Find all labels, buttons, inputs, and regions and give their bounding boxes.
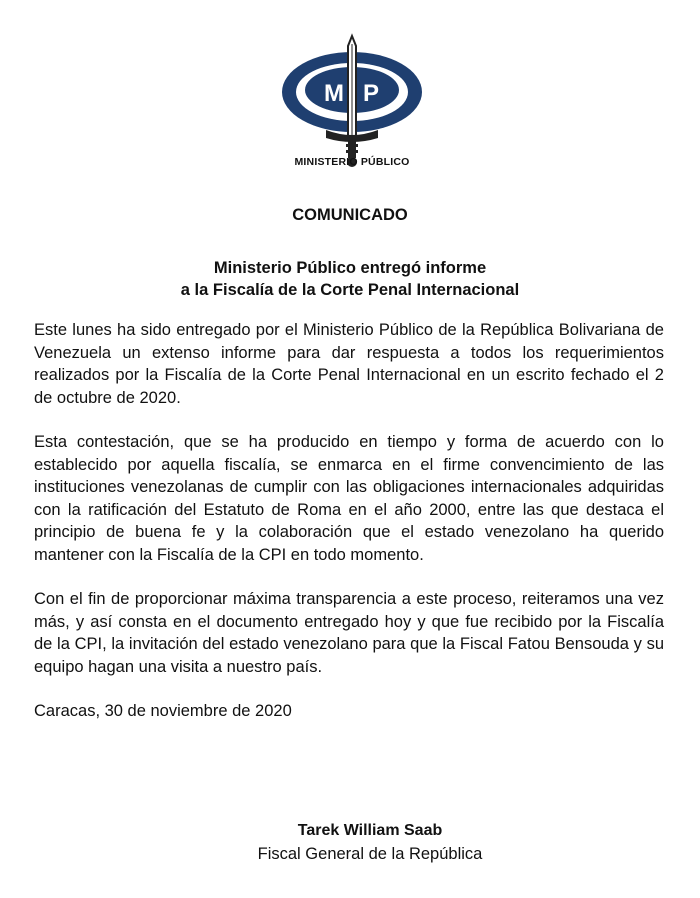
body-paragraph: Con el fin de proporcionar máxima transparencia a este proceso, reiteramos una vez más, y así consta en el documento entregado hoy y que fue recibido por la Fiscalía de la CPI, la invitación del estado venezolano para que la Fiscal Fatou Bensouda y su equipo hagan una visita a nuestro país. — [34, 590, 664, 676]
ministerio-publico-logo — [270, 32, 434, 174]
subtitle-line-1: Ministerio Público entregó informe — [213, 259, 487, 277]
signature-block — [190, 820, 550, 866]
emblem-letter-p: P — [362, 80, 380, 107]
signatory-name: Tarek William Saab — [297, 822, 443, 839]
body-paragraph: Este lunes ha sido entregado por el Ministerio Público de la República Bolivariana de Venezuela un extenso informe para dar respuesta a todos los requerimientos realizados por la Fiscalía de la Corte Penal Internacional en un escrito fechado el 2 de octubre de 2020. — [34, 321, 664, 407]
subtitle-line-2: a la Fiscalía de la Corte Penal Internacional — [180, 281, 520, 299]
document-subtitle — [0, 257, 700, 301]
emblem-icon — [270, 32, 434, 174]
logo-caption: MINISTERIO PÚBLICO — [294, 156, 410, 168]
body-paragraph: Esta contestación, que se ha producido en tiempo y forma de acuerdo con lo establecido por aquella fiscalía, se enmarca en el firme convencimiento de las instituciones venezolanas de cumplir con las obligaciones internacionales adquiridas con la ratificación del Estatuto de Roma en el año 2000, entre las que destaca el principio de buena fe y la colaboración que el estado venezolano ha querido mantener con la Fiscalía de la CPI en todo momento. — [34, 433, 664, 564]
signatory-position: Fiscal General de la República — [257, 845, 483, 863]
place-date: Caracas, 30 de noviembre de 2020 — [34, 702, 292, 720]
document-title: COMUNICADO — [292, 206, 408, 224]
emblem-letter-m: M — [324, 80, 344, 107]
document-body — [34, 319, 664, 723]
